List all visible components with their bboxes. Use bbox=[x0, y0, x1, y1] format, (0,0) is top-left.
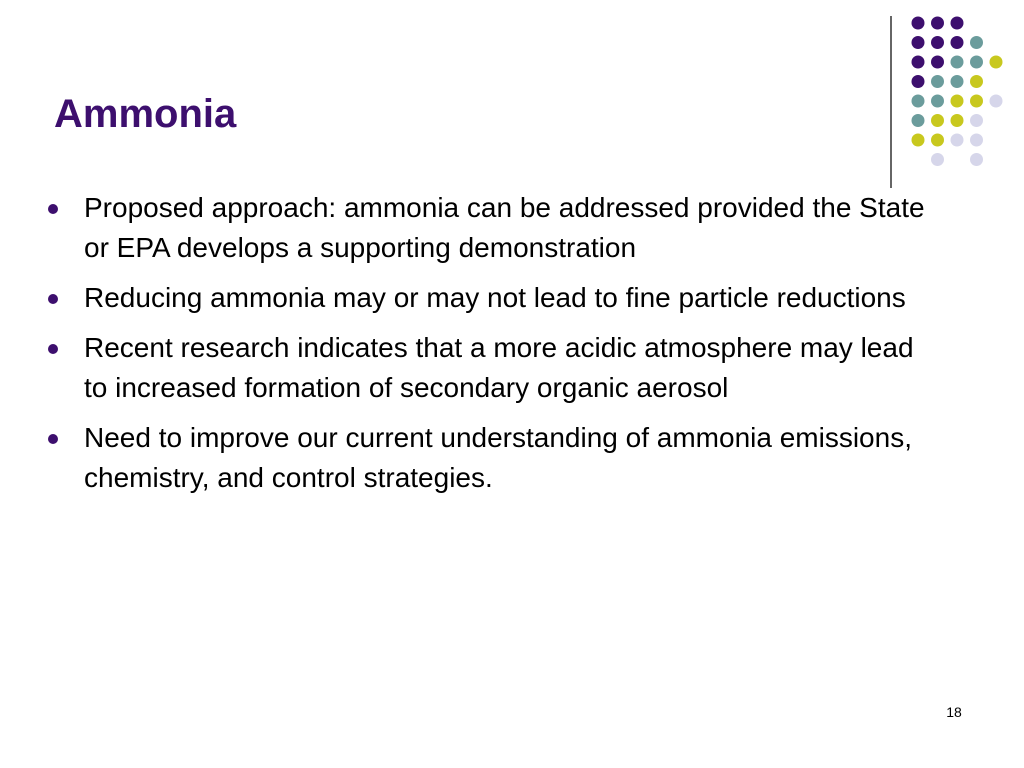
decorative-dot bbox=[912, 36, 925, 49]
slide-number: 18 bbox=[946, 704, 962, 720]
decorative-dot bbox=[931, 95, 944, 108]
bullet-text: Proposed approach: ammonia can be addressed provided the State or EPA develops a supporting demonstration bbox=[84, 192, 925, 263]
decorative-dot bbox=[912, 56, 925, 69]
decorative-dot bbox=[970, 114, 983, 127]
bullet-list bbox=[44, 188, 944, 508]
decorative-dot bbox=[912, 95, 925, 108]
decorative-dot bbox=[951, 56, 964, 69]
decorative-dot bbox=[951, 75, 964, 88]
decorative-dot bbox=[970, 75, 983, 88]
decorative-dot bbox=[970, 56, 983, 69]
decorative-dot bbox=[912, 134, 925, 147]
bullet-item bbox=[44, 418, 944, 498]
decorative-dot bbox=[990, 95, 1003, 108]
decorative-dot bbox=[951, 134, 964, 147]
decorative-dot bbox=[931, 75, 944, 88]
bullet-text: Recent research indicates that a more acidic atmosphere may lead to increased formation of secondary organic aerosol bbox=[84, 332, 914, 403]
bullet-item bbox=[44, 328, 944, 408]
decorative-dot bbox=[970, 36, 983, 49]
bullet-dot-icon bbox=[48, 344, 58, 354]
decorative-dot bbox=[912, 75, 925, 88]
decorative-dot bbox=[970, 95, 983, 108]
slide-title: Ammonia bbox=[54, 92, 237, 136]
bullet-item bbox=[44, 188, 944, 268]
bullet-text: Need to improve our current understanding of ammonia emissions, chemistry, and control strategies. bbox=[84, 422, 912, 493]
bullet-text: Reducing ammonia may or may not lead to fine particle reductions bbox=[84, 282, 906, 313]
bullet-dot-icon bbox=[48, 434, 58, 444]
decorative-dot bbox=[990, 56, 1003, 69]
decorative-dot bbox=[951, 95, 964, 108]
decorative-dot bbox=[931, 114, 944, 127]
vertical-divider bbox=[890, 16, 892, 188]
bullet-dot-icon bbox=[48, 204, 58, 214]
bullet-item bbox=[44, 278, 944, 318]
decorative-dot bbox=[931, 153, 944, 166]
decorative-dot bbox=[951, 36, 964, 49]
decorative-dot bbox=[951, 17, 964, 30]
decorative-dot bbox=[912, 114, 925, 127]
bullet-dot-icon bbox=[48, 294, 58, 304]
decorative-dot bbox=[951, 114, 964, 127]
decorative-dot bbox=[970, 153, 983, 166]
decorative-dot bbox=[931, 36, 944, 49]
decorative-dot bbox=[931, 17, 944, 30]
decorative-dot bbox=[970, 134, 983, 147]
decorative-dot bbox=[912, 17, 925, 30]
decorative-dot bbox=[931, 56, 944, 69]
decorative-dot bbox=[931, 134, 944, 147]
